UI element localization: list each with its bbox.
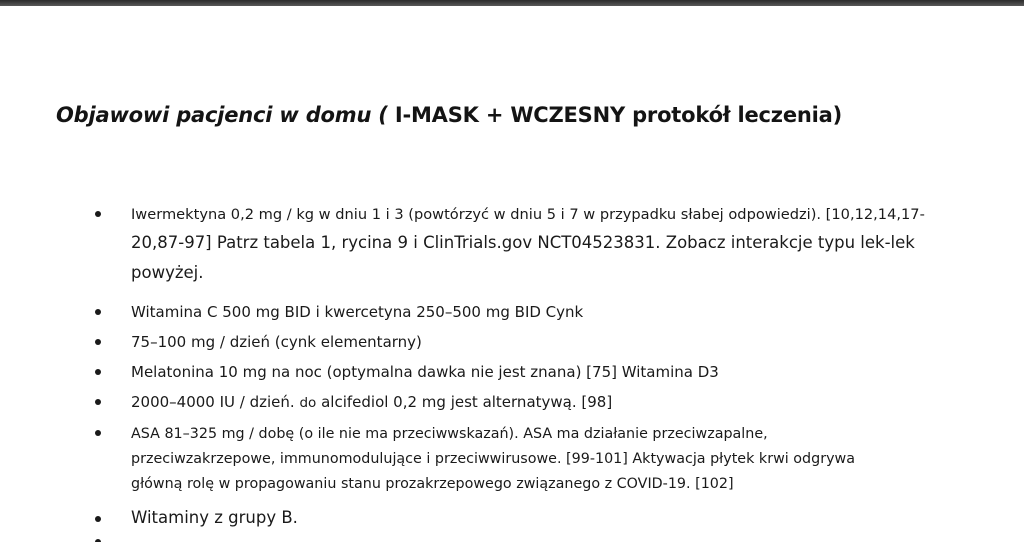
list-item <box>131 361 991 383</box>
bullet-icon <box>95 399 101 405</box>
heading-bold-part: I-MASK + WCZESNY protokół leczenia) <box>394 103 842 127</box>
item-line: przeciwzakrzepowe, immunomodulujące i przeciwwirusowe. [99-101] Aktywacja płytek krwi odgrywa <box>131 451 855 467</box>
bullet-icon <box>95 516 101 522</box>
item-line: główną rolę w propagowaniu stanu prozakrzepowego związanego z COVID-19. [102] <box>131 476 734 492</box>
list-item <box>131 507 991 529</box>
list-item <box>131 301 991 323</box>
item-line <box>131 391 991 414</box>
list-item <box>131 331 991 353</box>
item-line: Witaminy z grupy B. <box>131 508 298 527</box>
item-line: ASA 81–325 mg / dobę (o ile nie ma przeciwwskazań). ASA ma działanie przeciwzapalne, <box>131 426 768 442</box>
item-line: 75–100 mg / dzień (cynk elementarny) <box>131 333 422 351</box>
list-item <box>131 391 991 414</box>
list-item <box>131 203 991 287</box>
item-text: 2000–4000 IU / dzień. <box>131 393 295 411</box>
item-line: 20,87-97] Patrz tabela 1, rycina 9 i ClinTrials.gov NCT04523831. Zobacz interakcje typu lek-lek <box>131 233 915 252</box>
bullet-icon <box>95 369 101 375</box>
item-text-small: do <box>299 395 317 411</box>
bullet-icon <box>95 309 101 315</box>
item-line: Iwermektyna 0,2 mg / kg w dniu 1 i 3 (powtórzyć w dniu 5 i 7 w przypadku słabej odpowiedzi). [10,12,14,17- <box>131 206 925 223</box>
list-item <box>131 422 991 497</box>
bullet-icon <box>95 339 101 345</box>
bullet-icon <box>95 430 101 436</box>
item-line: powyżej. <box>131 263 204 282</box>
heading-italic-part: Objawowi pacjenci w domu ( <box>56 103 388 127</box>
item-line: Melatonina 10 mg na noc (optymalna dawka nie jest znana) [75] Witamina D3 <box>131 363 719 381</box>
item-text: alcifediol 0,2 mg jest alternatywą. [98] <box>321 393 613 411</box>
item-line: Witamina C 500 mg BID i kwercetyna 250–500 mg BID Cynk <box>131 303 584 321</box>
bullet-icon <box>95 211 101 217</box>
